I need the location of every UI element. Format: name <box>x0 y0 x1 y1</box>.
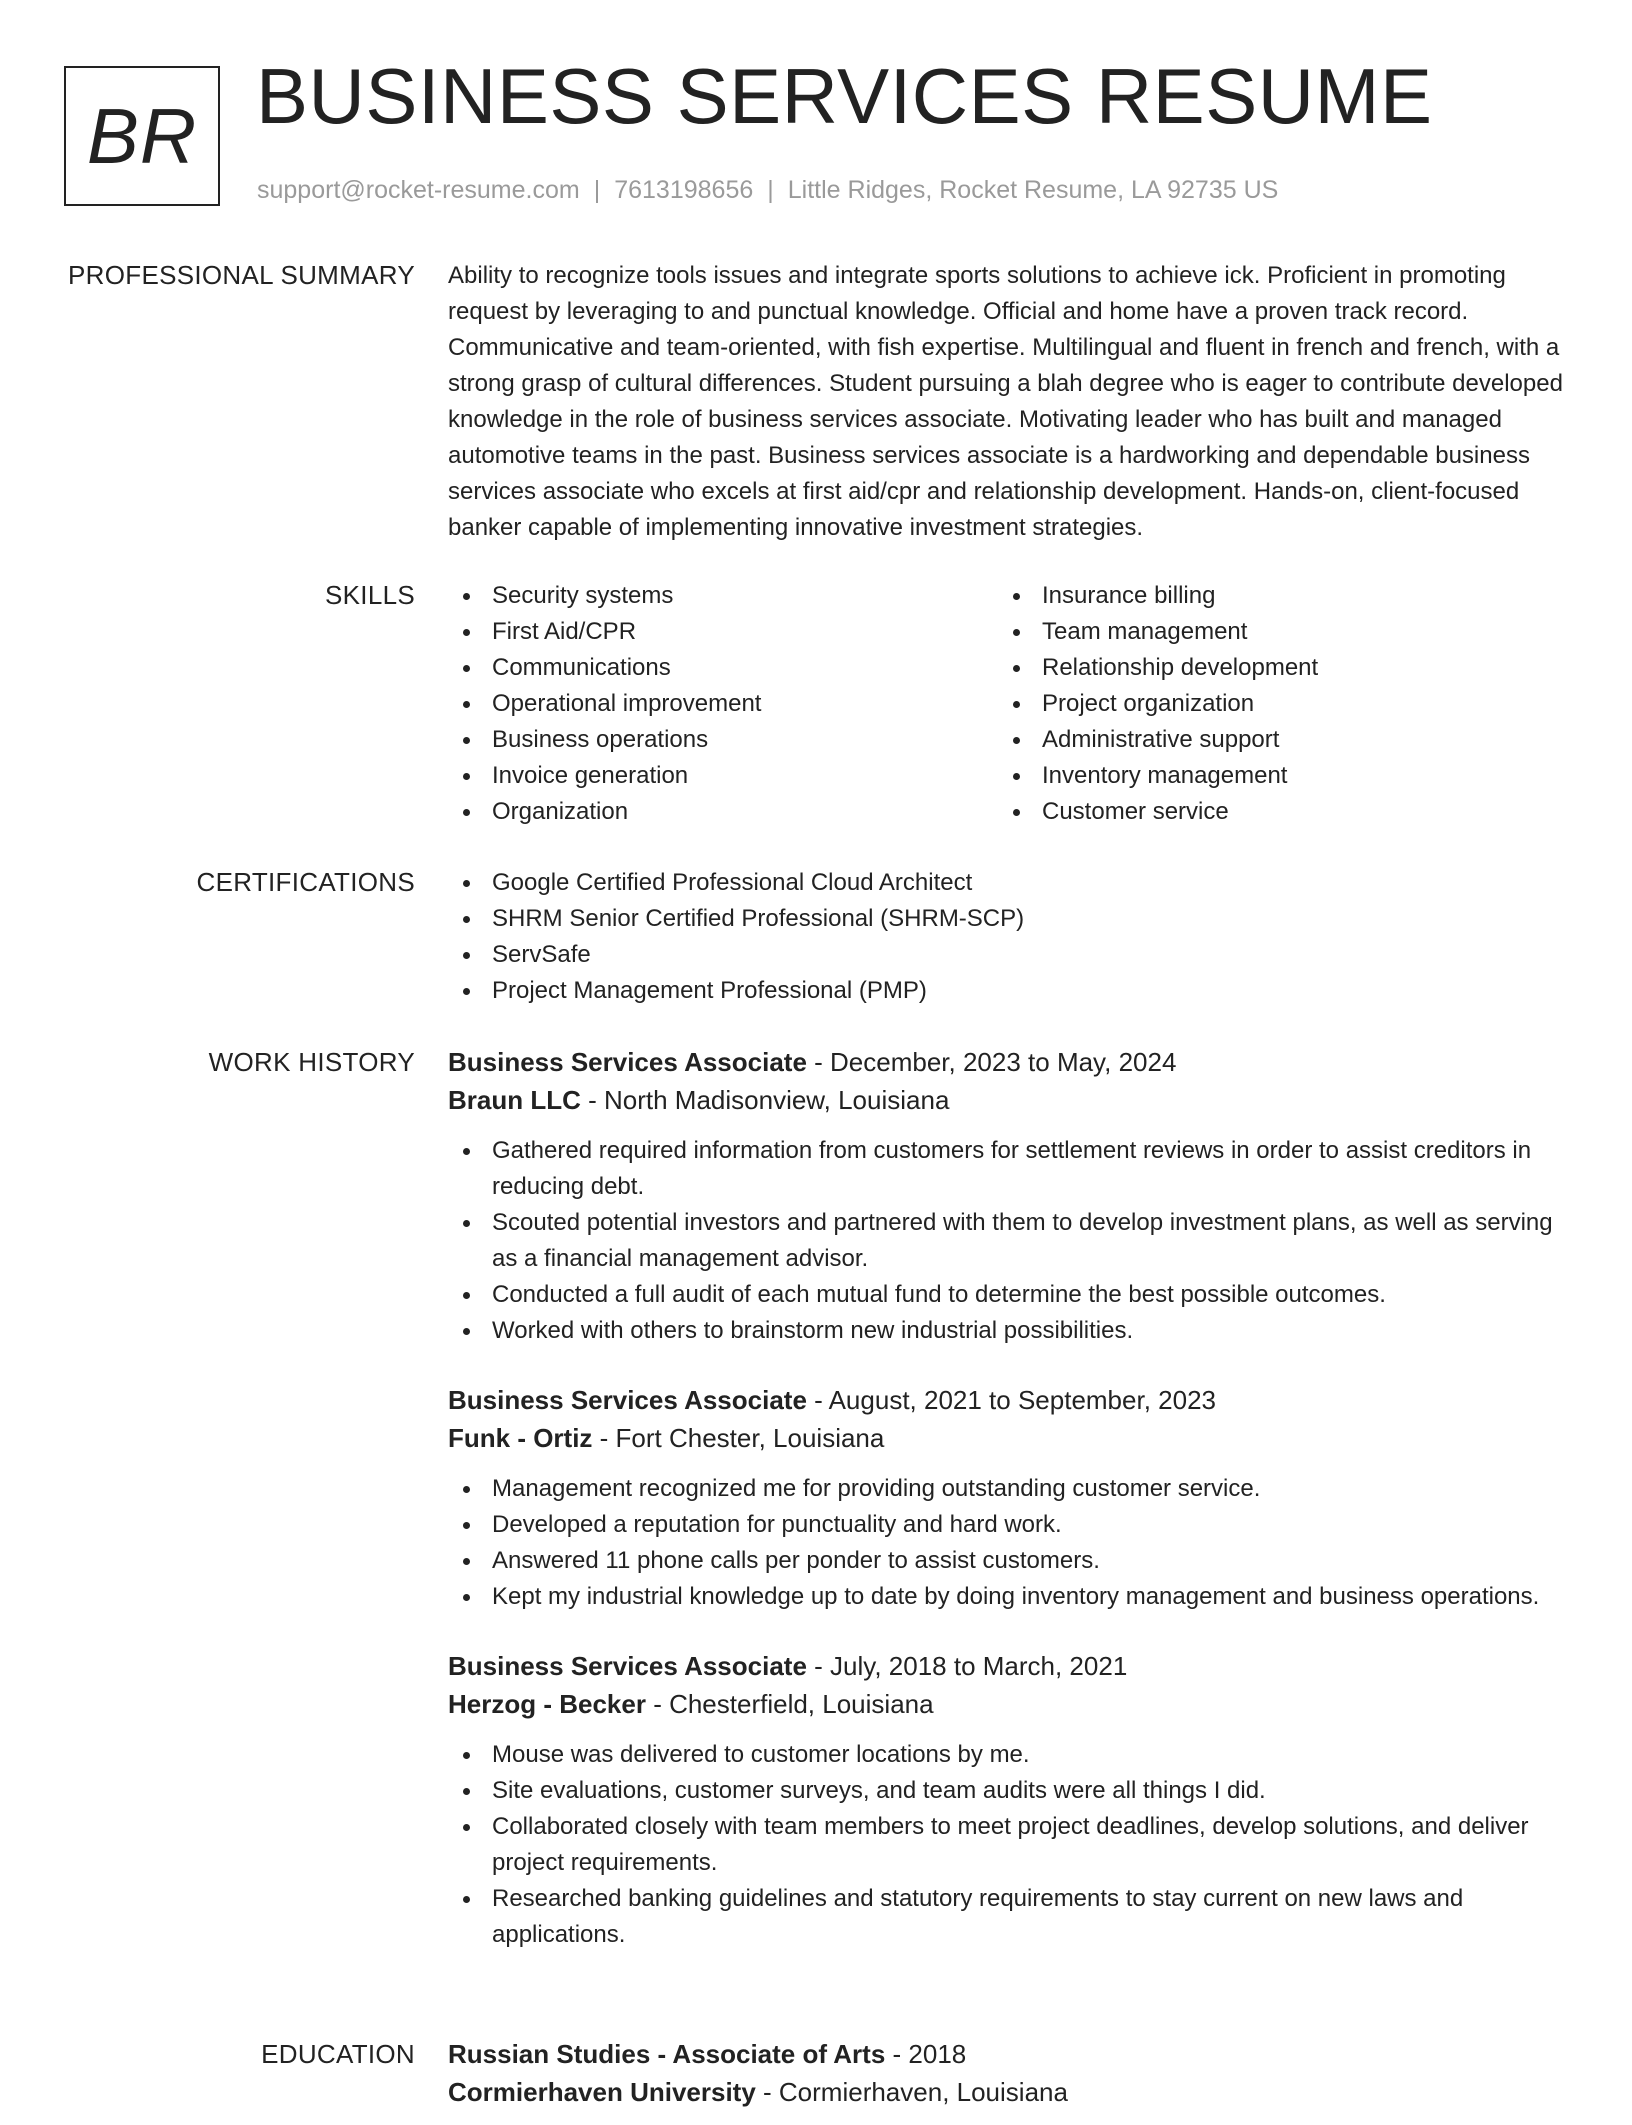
job-bullet: Researched banking guidelines and statutory requirements to stay current on new laws and applications. <box>448 1881 1568 1953</box>
job-entry <box>448 1381 1568 1615</box>
skills-grid <box>448 578 1568 830</box>
job-company: Braun LLC <box>448 1085 581 1115</box>
job-dates: - July, 2018 to March, 2021 <box>806 1651 1128 1681</box>
job-entry <box>448 1043 1568 1349</box>
contact-line <box>257 176 1278 205</box>
skill-item: Customer service <box>998 794 1548 830</box>
job-entry <box>448 1647 1568 1953</box>
work-history-content <box>448 1043 1568 1985</box>
skill-item: Invoice generation <box>448 758 998 794</box>
education-year: - 2018 <box>885 2039 967 2069</box>
job-bullets <box>448 1737 1568 1953</box>
education-degree-line <box>448 2035 1568 2073</box>
education-school-line <box>448 2073 1568 2111</box>
job-bullet: Developed a reputation for punctuality and hard work. <box>448 1507 1568 1543</box>
job-bullets <box>448 1471 1568 1615</box>
job-location: - Fort Chester, Louisiana <box>592 1423 885 1453</box>
certifications-list <box>448 865 1568 1009</box>
education-location: - Cormierhaven, Louisiana <box>755 2077 1068 2107</box>
job-title: Business Services Associate <box>448 1047 807 1077</box>
job-bullet: Collaborated closely with team members to meet project deadlines, develop solutions, and deliver project requirements. <box>448 1809 1568 1881</box>
monogram-initials: BR <box>86 91 198 180</box>
skill-item: Communications <box>448 650 998 686</box>
education-degree: Russian Studies - Associate of Arts <box>448 2039 886 2069</box>
skill-item: Insurance billing <box>998 578 1548 614</box>
skill-item: Project organization <box>998 686 1548 722</box>
summary-label: PROFESSIONAL SUMMARY <box>68 260 415 290</box>
job-location: - Chesterfield, Louisiana <box>645 1689 934 1719</box>
job-bullet: Site evaluations, customer surveys, and team audits were all things I did. <box>448 1773 1568 1809</box>
job-company-line <box>448 1081 1568 1119</box>
education-label: EDUCATION <box>261 2039 415 2069</box>
job-company-line <box>448 1685 1568 1723</box>
job-title-line <box>448 1647 1568 1685</box>
skill-item: Organization <box>448 794 998 830</box>
job-title-line <box>448 1043 1568 1081</box>
certifications-content <box>448 865 1568 1009</box>
skill-item: First Aid/CPR <box>448 614 998 650</box>
skills-label: SKILLS <box>325 580 415 610</box>
skill-item: Relationship development <box>998 650 1548 686</box>
job-bullets <box>448 1133 1568 1349</box>
contact-separator: | <box>767 176 774 204</box>
skills-list-right <box>998 578 1548 830</box>
job-dates: - August, 2021 to September, 2023 <box>806 1385 1216 1415</box>
skills-content <box>448 578 1568 830</box>
job-location: - North Madisonview, Louisiana <box>580 1085 950 1115</box>
resume-title: BUSINESS SERVICES RESUME <box>256 52 1433 140</box>
job-bullet: Answered 11 phone calls per ponder to assist customers. <box>448 1543 1568 1579</box>
contact-email[interactable]: support@rocket-resume.com <box>257 176 580 204</box>
job-dates: - December, 2023 to May, 2024 <box>806 1047 1177 1077</box>
job-title: Business Services Associate <box>448 1385 807 1415</box>
job-company: Funk - Ortiz <box>448 1423 593 1453</box>
certification-item: SHRM Senior Certified Professional (SHRM-SCP) <box>448 901 1568 937</box>
certification-item: Google Certified Professional Cloud Architect <box>448 865 1568 901</box>
job-bullet: Kept my industrial knowledge up to date by doing inventory management and business operations. <box>448 1579 1568 1615</box>
certification-item: ServSafe <box>448 937 1568 973</box>
certifications-label: CERTIFICATIONS <box>196 867 415 897</box>
job-company-line <box>448 1419 1568 1457</box>
monogram-box <box>64 66 220 206</box>
job-bullet: Mouse was delivered to customer locations by me. <box>448 1737 1568 1773</box>
job-company: Herzog - Becker <box>448 1689 646 1719</box>
job-bullet: Management recognized me for providing outstanding customer service. <box>448 1471 1568 1507</box>
skill-item: Administrative support <box>998 722 1548 758</box>
skill-item: Security systems <box>448 578 998 614</box>
job-title-line <box>448 1381 1568 1419</box>
education-school: Cormierhaven University <box>448 2077 756 2107</box>
job-bullet: Scouted potential investors and partnered with them to develop investment plans, as well as serving as a financial management advisor. <box>448 1205 1568 1277</box>
job-bullet: Gathered required information from customers for settlement reviews in order to assist creditors in reducing debt. <box>448 1133 1568 1205</box>
skill-item: Inventory management <box>998 758 1548 794</box>
skill-item: Team management <box>998 614 1548 650</box>
work-history-label: WORK HISTORY <box>208 1047 415 1077</box>
summary-text: Ability to recognize tools issues and integrate sports solutions to achieve ick. Proficient in promoting request by leveraging to and punctual knowledge. Official and home have a proven track record. Communicative and team-oriented, with fish expertise. Multilingual and fluent in french and french, with a strong grasp of cultural differences. Student pursuing a blah degree who is eager to contribute developed knowledge in the role of business services associate. Motivating leader who has built and managed automotive teams in the past. Business services associate is a hardworking and dependable business services associate who excels at first aid/cpr and relationship development. Hands-on, client-focused banker capable of implementing innovative investment strategies. <box>448 262 1563 541</box>
job-bullet: Conducted a full audit of each mutual fund to determine the best possible outcomes. <box>448 1277 1568 1313</box>
contact-address: Little Ridges, Rocket Resume, LA 92735 US <box>787 176 1279 204</box>
skill-item: Business operations <box>448 722 998 758</box>
job-title: Business Services Associate <box>448 1651 807 1681</box>
skills-list-left <box>448 578 998 830</box>
skill-item: Operational improvement <box>448 686 998 722</box>
certification-item: Project Management Professional (PMP) <box>448 973 1568 1009</box>
contact-phone[interactable]: 7613198656 <box>614 176 754 204</box>
job-bullet: Worked with others to brainstorm new industrial possibilities. <box>448 1313 1568 1349</box>
contact-separator: | <box>593 176 601 204</box>
